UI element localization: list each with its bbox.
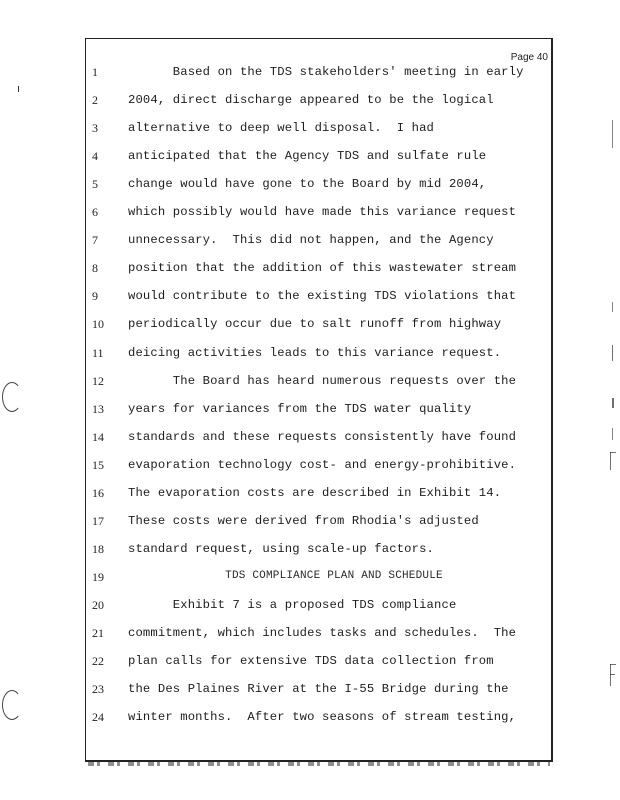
line-number: 7: [92, 233, 98, 248]
line-number: 17: [92, 513, 104, 528]
line-number: 5: [92, 177, 98, 192]
line-number: 2: [92, 93, 98, 108]
line-text: unnecessary. This did not happen, and the Agency: [128, 233, 494, 248]
line-number: 12: [92, 373, 104, 388]
line-text: standard request, using scale-up factors.: [128, 541, 435, 556]
line-number: 15: [92, 457, 104, 472]
line-number: 22: [92, 654, 104, 669]
line-number: 6: [92, 205, 98, 220]
line-number: 10: [92, 317, 104, 332]
transcript-line: [0, 232, 620, 252]
line-text: position that the addition of this wastewater stream: [128, 261, 517, 276]
margin-mark: [610, 452, 616, 453]
transcript-line: [0, 345, 620, 365]
line-text: years for variances from the TDS water quality: [128, 401, 472, 416]
line-text: Based on the TDS stakeholders' meeting in early: [128, 65, 524, 79]
transcript-line: [0, 176, 620, 196]
line-number: 14: [92, 429, 104, 444]
transcript-line: [0, 120, 620, 140]
line-text: periodically occur due to salt runoff from highway: [128, 317, 502, 332]
line-text: anticipated that the Agency TDS and sulfate rule: [128, 149, 487, 164]
margin-mark: [610, 452, 611, 470]
line-text: 2004, direct discharge appeared to be the logical: [128, 93, 494, 108]
section-heading: TDS COMPLIANCE PLAN AND SCHEDULE: [225, 569, 443, 582]
transcript-line: [0, 260, 620, 280]
line-text: commitment, which includes tasks and schedules. The: [128, 626, 517, 640]
page-number: Page 40: [510, 52, 548, 63]
line-number: 1: [92, 65, 98, 79]
line-text: which possibly would have made this variance request: [128, 205, 517, 220]
line-text: winter months. After two seasons of stream testing,: [128, 710, 517, 725]
margin-mark: [18, 86, 19, 92]
transcript-line: [0, 457, 620, 477]
line-number: 24: [92, 710, 104, 725]
line-number: 4: [92, 149, 98, 164]
line-text: alternative to deep well disposal. I had: [128, 121, 435, 136]
line-number: 19: [92, 569, 104, 584]
transcript-line: [0, 316, 620, 336]
transcript-line: [0, 401, 620, 421]
transcript-line: [0, 681, 620, 701]
margin-mark: [612, 302, 613, 312]
punch-hole-bottom: [2, 690, 22, 720]
line-text: Exhibit 7 is a proposed TDS compliance: [128, 597, 457, 612]
margin-mark: [610, 664, 611, 686]
margin-mark: [612, 345, 613, 361]
transcript-line: [0, 653, 620, 673]
scan-edge-noise: [88, 762, 550, 766]
line-number: 21: [92, 626, 104, 640]
margin-mark: [612, 428, 613, 440]
line-text: evaporation technology cost- and energy-prohibitive.: [128, 457, 517, 472]
line-text: the Des Plaines River at the I-55 Bridge during the: [128, 682, 509, 697]
punch-hole-top: [2, 382, 22, 412]
line-text: plan calls for extensive TDS data collection from: [128, 654, 494, 669]
line-text: standards and these requests consistently have found: [128, 429, 517, 444]
transcript-line: [0, 92, 620, 112]
line-text: The evaporation costs are described in Exhibit 14.: [128, 485, 502, 500]
line-number: 9: [92, 289, 98, 304]
transcript-line: [0, 569, 620, 589]
transcript-line: [0, 373, 620, 393]
transcript-line: [0, 429, 620, 449]
line-number: 16: [92, 485, 104, 500]
transcript-line: [0, 288, 620, 308]
margin-mark: [612, 120, 613, 148]
transcript-line: [0, 485, 620, 505]
transcript-line: [0, 148, 620, 168]
line-number: 23: [92, 682, 104, 697]
line-text: change would have gone to the Board by mid 2004,: [128, 177, 487, 192]
transcript-line: [0, 625, 620, 645]
line-text: The Board has heard numerous requests over the: [128, 373, 517, 388]
line-number: 18: [92, 541, 104, 556]
line-number: 8: [92, 261, 98, 276]
transcript-line: [0, 64, 620, 84]
margin-mark: [610, 664, 616, 665]
margin-mark: [610, 674, 615, 675]
transcript-line: [0, 597, 620, 617]
line-number: 20: [92, 597, 104, 612]
transcript-line: [0, 204, 620, 224]
line-text: deicing activities leads to this variance request.: [128, 345, 502, 360]
line-number: 3: [92, 121, 98, 136]
transcript-line: [0, 513, 620, 533]
transcript-line: [0, 541, 620, 561]
line-number: 11: [92, 345, 104, 360]
line-number: 13: [92, 401, 104, 416]
margin-mark: [612, 398, 614, 408]
transcript-line: [0, 709, 620, 729]
line-text: would contribute to the existing TDS violations that: [128, 289, 517, 304]
line-text: These costs were derived from Rhodia's adjusted: [128, 513, 479, 528]
